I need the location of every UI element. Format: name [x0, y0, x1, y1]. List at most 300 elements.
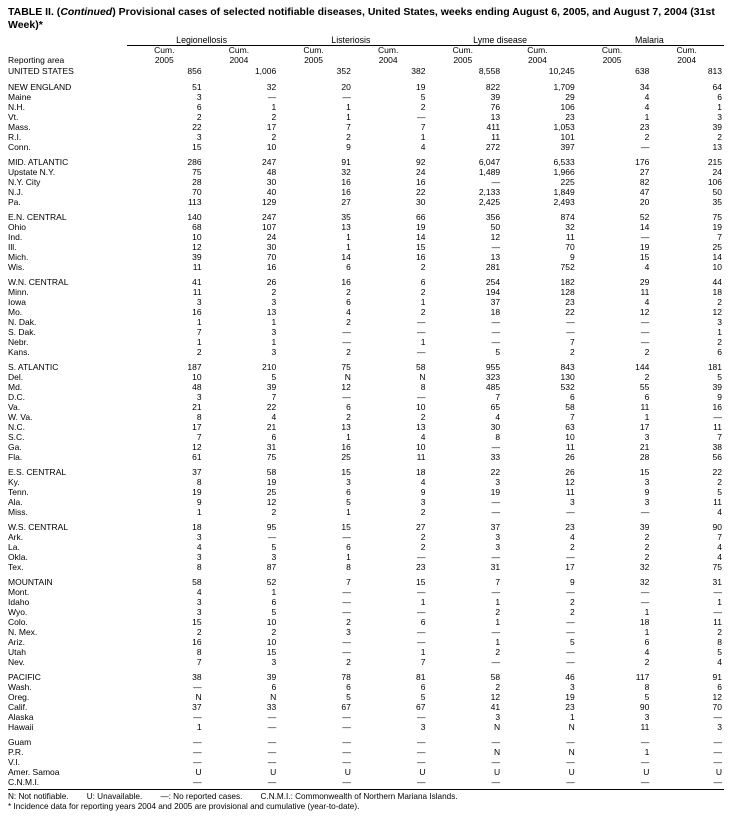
row-value-cell: —	[491, 777, 501, 787]
row-value-cell: 11	[565, 442, 575, 452]
row-area-label: Wash.	[8, 682, 32, 692]
row-value-cell: 7	[420, 657, 426, 667]
table-row	[8, 597, 724, 607]
row-value-cell: 11	[565, 487, 575, 497]
row-value-cell: 3	[196, 597, 202, 607]
row-value-cell: —	[267, 92, 277, 102]
row-value-cell: 8	[196, 412, 202, 422]
row-value-cell: 87	[266, 562, 277, 572]
row-value-cell: 12	[639, 307, 650, 317]
row-value-cell: —	[640, 327, 650, 337]
row-value-cell: —	[491, 657, 501, 667]
row-value-cell: 874	[560, 212, 575, 222]
row-value-cell: 3	[644, 712, 650, 722]
row-value-cell: 32	[639, 577, 650, 587]
row-value-cell: 2	[570, 347, 575, 357]
row-value-cell: 16	[416, 177, 426, 187]
row-value-cell: 3	[196, 132, 202, 142]
table-row	[8, 627, 724, 637]
row-value-cell: 39	[712, 122, 722, 132]
row-value-cell: 35	[341, 212, 351, 222]
row-value-cell: 58	[266, 467, 277, 477]
row-value-cell: 4	[196, 542, 202, 552]
row-value-cell: 2	[495, 647, 501, 657]
row-area-label: Ill.	[8, 242, 17, 252]
row-value-cell: 843	[560, 362, 575, 372]
row-area-label: Nev.	[8, 657, 25, 667]
row-value-cell: 3	[196, 392, 202, 402]
row-value-cell: 25	[712, 242, 722, 252]
row-value-cell: 1,709	[553, 82, 575, 92]
row-value-cell: 397	[560, 142, 575, 152]
row-value-cell: 26	[565, 452, 575, 462]
row-value-cell: —	[267, 712, 277, 722]
row-value-cell: 187	[187, 362, 202, 372]
row-value-cell: —	[267, 777, 277, 787]
table-row	[8, 577, 724, 587]
row-value-cell: 65	[490, 402, 501, 412]
row-value-cell: 44	[712, 277, 722, 287]
row-value-cell: 2	[271, 507, 277, 517]
row-value-cell: 16	[266, 262, 277, 272]
row-value-cell: 40	[266, 187, 277, 197]
table-row	[8, 102, 724, 112]
table-row	[8, 327, 724, 337]
row-value-cell: 3	[495, 542, 501, 552]
row-value-cell: 4	[570, 532, 575, 542]
row-value-cell: 23	[639, 122, 650, 132]
row-value-cell: 1	[717, 102, 722, 112]
row-value-cell: 63	[565, 422, 575, 432]
row-value-cell: 144	[635, 362, 650, 372]
row-value-cell: 281	[485, 262, 501, 272]
header-disease-lyme-disease: Lyme disease	[425, 35, 574, 46]
row-value-cell: 5	[717, 487, 722, 497]
row-value-cell: 16	[416, 252, 426, 262]
row-value-cell: U	[643, 767, 650, 777]
header-reporting-area: Reporting area	[8, 54, 65, 65]
header-cum-8: Cum.	[676, 45, 697, 55]
header-year-lym-2005: 2005	[453, 54, 473, 65]
row-value-cell: —	[491, 497, 501, 507]
row-value-cell: 17	[565, 562, 575, 572]
table-row	[8, 647, 724, 657]
row-value-cell: 1	[644, 747, 650, 757]
row-area-label: Mass.	[8, 122, 31, 132]
row-value-cell: 4	[271, 412, 277, 422]
row-value-cell: 23	[416, 562, 426, 572]
row-value-cell: 37	[490, 522, 501, 532]
row-value-cell: 75	[341, 362, 351, 372]
table-row	[8, 392, 724, 402]
row-value-cell: 41	[192, 277, 202, 287]
table-title	[8, 6, 724, 31]
row-value-cell: 4	[420, 432, 426, 442]
table-row	[8, 507, 724, 517]
row-value-cell: 1	[346, 242, 351, 252]
table-body	[8, 65, 724, 787]
row-value-cell: 1	[346, 112, 351, 122]
row-value-cell: 5	[420, 92, 426, 102]
table-row	[8, 552, 724, 562]
row-value-cell: 2,425	[478, 197, 501, 207]
row-value-cell: 16	[192, 307, 202, 317]
row-value-cell: 5	[271, 372, 277, 382]
row-value-cell: 13	[416, 422, 426, 432]
row-value-cell: 14	[712, 252, 722, 262]
row-value-cell: 2	[346, 412, 351, 422]
table-row	[8, 307, 724, 317]
table-row	[8, 747, 724, 757]
row-value-cell: —	[342, 392, 351, 402]
row-value-cell: 2	[717, 132, 722, 142]
row-value-cell: 18	[490, 307, 501, 317]
row-value-cell: —	[193, 747, 202, 757]
header-cum-4: Cum.	[378, 45, 399, 55]
row-value-cell: 11	[192, 262, 202, 272]
row-value-cell: 10	[712, 262, 722, 272]
row-value-cell: —	[491, 737, 501, 747]
row-value-cell: 6	[271, 432, 277, 442]
row-value-cell: 3	[717, 112, 722, 122]
row-value-cell: 12	[341, 382, 351, 392]
row-area-label: S.C.	[8, 432, 25, 442]
row-area-label: Miss.	[8, 507, 28, 517]
row-value-cell: 5	[644, 692, 650, 702]
row-value-cell: 6	[346, 262, 351, 272]
row-value-cell: 3	[196, 607, 202, 617]
row-value-cell: —	[566, 657, 575, 667]
row-value-cell: 6	[420, 277, 426, 287]
row-area-label: Utah	[8, 647, 26, 657]
row-value-cell: 2	[570, 607, 575, 617]
row-value-cell: 752	[560, 262, 575, 272]
row-value-cell: —	[491, 177, 501, 187]
table-row	[8, 637, 724, 647]
row-value-cell: 3	[271, 552, 277, 562]
row-value-cell: 91	[341, 157, 351, 167]
row-value-cell: 6	[644, 392, 650, 402]
row-value-cell: 50	[490, 222, 501, 232]
row-area-label: Md.	[8, 382, 23, 392]
row-value-cell: 64	[712, 82, 722, 92]
row-value-cell: —	[416, 757, 426, 767]
row-value-cell: 92	[416, 157, 426, 167]
row-value-cell: 75	[712, 562, 722, 572]
row-value-cell: —	[416, 777, 426, 787]
row-value-cell: 32	[341, 167, 351, 177]
row-value-cell: 2,133	[478, 187, 501, 197]
row-value-cell: 11	[565, 232, 575, 242]
row-value-cell: 46	[565, 672, 575, 682]
row-value-cell: 3	[196, 552, 202, 562]
row-value-cell: 356	[485, 212, 501, 222]
row-value-cell: 13	[490, 252, 501, 262]
row-value-cell: 182	[560, 277, 575, 287]
row-area-label: N. Dak.	[8, 317, 37, 327]
row-value-cell: 176	[635, 157, 650, 167]
table-row	[8, 692, 724, 702]
row-value-cell: 10	[416, 402, 426, 412]
row-value-cell: 22	[565, 307, 575, 317]
row-value-cell: 27	[639, 167, 650, 177]
footnote-incidence: * Incidence data for reporting years 2004 and 2005 are provisional and cumulative (year-to-date).	[8, 802, 360, 811]
table-row	[8, 442, 724, 452]
row-value-cell: 24	[266, 232, 277, 242]
row-area-label: Fla.	[8, 452, 23, 462]
row-value-cell: 2	[346, 347, 351, 357]
row-value-cell: 1	[346, 232, 351, 242]
row-value-cell: 7	[570, 412, 575, 422]
header-disease-row	[8, 35, 724, 46]
row-value-cell: 11	[192, 287, 202, 297]
row-value-cell: 39	[639, 522, 650, 532]
row-value-cell: 3	[570, 682, 575, 692]
row-value-cell: 70	[712, 702, 722, 712]
row-value-cell: 4	[644, 92, 650, 102]
table-row	[8, 657, 724, 667]
row-value-cell: —	[342, 722, 351, 732]
row-value-cell: 101	[560, 132, 575, 142]
row-value-cell: 48	[266, 167, 277, 177]
row-value-cell: —	[640, 142, 650, 152]
row-value-cell: 1	[196, 722, 202, 732]
row-value-cell: 6	[346, 682, 351, 692]
row-value-cell: 58	[192, 577, 202, 587]
row-value-cell: 15	[639, 467, 650, 477]
row-value-cell: 39	[192, 252, 202, 262]
row-value-cell: 15	[192, 617, 202, 627]
row-area-label: Mont.	[8, 587, 30, 597]
row-value-cell: 22	[192, 122, 202, 132]
row-value-cell: 28	[639, 452, 650, 462]
row-area-label: V.I.	[8, 757, 20, 767]
table-row	[8, 767, 724, 777]
row-area-label: Tex.	[8, 562, 24, 572]
row-value-cell: 2	[420, 507, 426, 517]
row-value-cell: —	[416, 552, 426, 562]
row-value-cell: 14	[341, 252, 351, 262]
row-area-label: P.R.	[8, 747, 24, 757]
row-value-cell: 30	[416, 197, 426, 207]
row-area-label: Nebr.	[8, 337, 29, 347]
row-value-cell: 32	[565, 222, 575, 232]
row-value-cell: 29	[565, 92, 575, 102]
table-row	[8, 737, 724, 747]
row-value-cell: 58	[490, 672, 501, 682]
row-value-cell: —	[566, 507, 575, 517]
row-value-cell: —	[566, 317, 575, 327]
row-value-cell: 1,849	[553, 187, 575, 197]
row-value-cell: 1	[420, 297, 426, 307]
row-value-cell: 2	[717, 337, 722, 347]
row-area-label: Del.	[8, 372, 24, 382]
row-area-label: E.N. CENTRAL	[8, 212, 67, 222]
row-value-cell: 32	[639, 562, 650, 572]
row-value-cell: 1	[495, 617, 501, 627]
row-value-cell: —	[193, 712, 202, 722]
row-area-label: Ariz.	[8, 637, 25, 647]
row-area-label: Mich.	[8, 252, 29, 262]
row-value-cell: 7	[495, 392, 501, 402]
table-row	[8, 402, 724, 412]
row-value-cell: 25	[266, 487, 277, 497]
row-value-cell: 27	[341, 197, 351, 207]
row-value-cell: 16	[192, 637, 202, 647]
row-value-cell: 6	[346, 402, 351, 412]
row-area-label: Alaska	[8, 712, 34, 722]
row-value-cell: 4	[420, 477, 426, 487]
row-value-cell: 2	[420, 542, 426, 552]
row-value-cell: U	[344, 767, 351, 777]
row-value-cell: 4	[420, 142, 426, 152]
table-row	[8, 432, 724, 442]
row-value-cell: —	[491, 242, 501, 252]
row-value-cell: 81	[416, 672, 426, 682]
row-value-cell: —	[193, 737, 202, 747]
row-value-cell: N	[419, 372, 426, 382]
row-value-cell: —	[566, 627, 575, 637]
row-value-cell: 3	[196, 297, 202, 307]
row-value-cell: 11	[713, 422, 722, 432]
row-value-cell: 2	[717, 297, 722, 307]
row-value-cell: 13	[712, 142, 722, 152]
table-row	[8, 212, 724, 222]
table-row	[8, 132, 724, 142]
row-value-cell: 1	[644, 412, 650, 422]
row-value-cell: —	[566, 617, 575, 627]
row-value-cell: 23	[565, 297, 575, 307]
row-value-cell: 2	[420, 532, 426, 542]
row-value-cell: 106	[707, 177, 722, 187]
row-value-cell: 67	[416, 702, 426, 712]
row-value-cell: 8	[196, 647, 202, 657]
row-value-cell: 2	[196, 627, 202, 637]
row-value-cell: —	[566, 757, 575, 767]
row-value-cell: 38	[712, 442, 722, 452]
row-value-cell: 29	[639, 277, 650, 287]
row-value-cell: 3	[495, 712, 501, 722]
row-value-cell: —	[640, 587, 650, 597]
row-value-cell: 254	[485, 277, 501, 287]
row-value-cell: 1	[196, 317, 202, 327]
table-row	[8, 452, 724, 462]
row-value-cell: 2	[644, 657, 650, 667]
row-value-cell: —	[491, 337, 501, 347]
row-value-cell: 52	[266, 577, 277, 587]
row-value-cell: —	[566, 587, 575, 597]
row-value-cell: 19	[266, 477, 277, 487]
table-row	[8, 262, 724, 272]
row-value-cell: 3	[271, 347, 277, 357]
table-row	[8, 112, 724, 122]
row-value-cell: 1	[271, 102, 277, 112]
row-value-cell: 3	[644, 497, 650, 507]
row-value-cell: 17	[639, 422, 650, 432]
row-area-label: MOUNTAIN	[8, 577, 53, 587]
row-value-cell: 16	[341, 177, 351, 187]
row-value-cell: 7	[346, 122, 351, 132]
row-value-cell: 3	[196, 92, 202, 102]
table-row	[8, 187, 724, 197]
title-suffix: ) Provisional cases of selected notifiable diseases, United States, weeks ending August 6, 2005, and August 7, 2004 (31st Week)*	[8, 6, 715, 31]
row-area-label: Ga.	[8, 442, 22, 452]
row-value-cell: —	[267, 747, 277, 757]
row-area-label: Hawaii	[8, 722, 34, 732]
header-disease-malaria: Malaria	[575, 35, 724, 46]
row-value-cell: 286	[187, 157, 202, 167]
table-row	[8, 412, 724, 422]
table-row	[8, 617, 724, 627]
row-value-cell: 1	[271, 337, 277, 347]
row-value-cell: —	[640, 737, 650, 747]
row-value-cell: 7	[271, 392, 277, 402]
row-value-cell: 22	[490, 467, 501, 477]
row-value-cell: 140	[187, 212, 202, 222]
row-value-cell: 117	[635, 672, 650, 682]
row-value-cell: 1	[346, 507, 351, 517]
row-value-cell: 47	[639, 187, 650, 197]
row-area-label: S. ATLANTIC	[8, 362, 59, 372]
row-area-label: MID. ATLANTIC	[8, 157, 69, 167]
row-value-cell: 34	[639, 82, 650, 92]
row-value-cell: —	[416, 607, 426, 617]
row-value-cell: 90	[639, 702, 650, 712]
row-value-cell: 19	[639, 242, 650, 252]
row-value-cell: 19	[712, 222, 722, 232]
row-value-cell: 7	[420, 122, 426, 132]
row-value-cell: 15	[416, 577, 426, 587]
row-value-cell: 18	[192, 522, 202, 532]
row-value-cell: —	[267, 722, 277, 732]
row-value-cell: 856	[187, 66, 202, 76]
table-row	[8, 777, 724, 787]
row-value-cell: 4	[717, 507, 722, 517]
row-value-cell: 3	[717, 317, 722, 327]
row-value-cell: 3	[271, 297, 277, 307]
row-value-cell: —	[342, 92, 351, 102]
row-area-label: S. Dak.	[8, 327, 36, 337]
row-value-cell: 2	[420, 287, 426, 297]
row-value-cell: —	[566, 552, 575, 562]
row-value-cell: 4	[717, 542, 722, 552]
row-value-cell: 247	[262, 157, 277, 167]
row-value-cell: 58	[565, 402, 575, 412]
row-value-cell: 1	[717, 597, 722, 607]
row-value-cell: 2	[196, 112, 202, 122]
table-row	[8, 562, 724, 572]
row-value-cell: 55	[639, 382, 650, 392]
table-row	[8, 487, 724, 497]
row-value-cell: 5	[271, 542, 277, 552]
row-value-cell: 5	[495, 347, 501, 357]
row-value-cell: —	[267, 532, 277, 542]
row-area-label: Ky.	[8, 477, 20, 487]
row-value-cell: 113	[188, 197, 202, 207]
row-value-cell: 272	[485, 142, 501, 152]
row-value-cell: 50	[712, 187, 722, 197]
row-value-cell: 6	[717, 347, 722, 357]
table-row	[8, 372, 724, 382]
row-value-cell: 20	[341, 82, 351, 92]
row-value-cell: —	[713, 587, 722, 597]
header-corner-cell	[8, 35, 127, 46]
row-value-cell: 485	[485, 382, 501, 392]
row-value-cell: 52	[639, 212, 650, 222]
row-value-cell: 35	[712, 197, 722, 207]
row-value-cell: —	[491, 552, 501, 562]
row-value-cell: 31	[712, 577, 722, 587]
